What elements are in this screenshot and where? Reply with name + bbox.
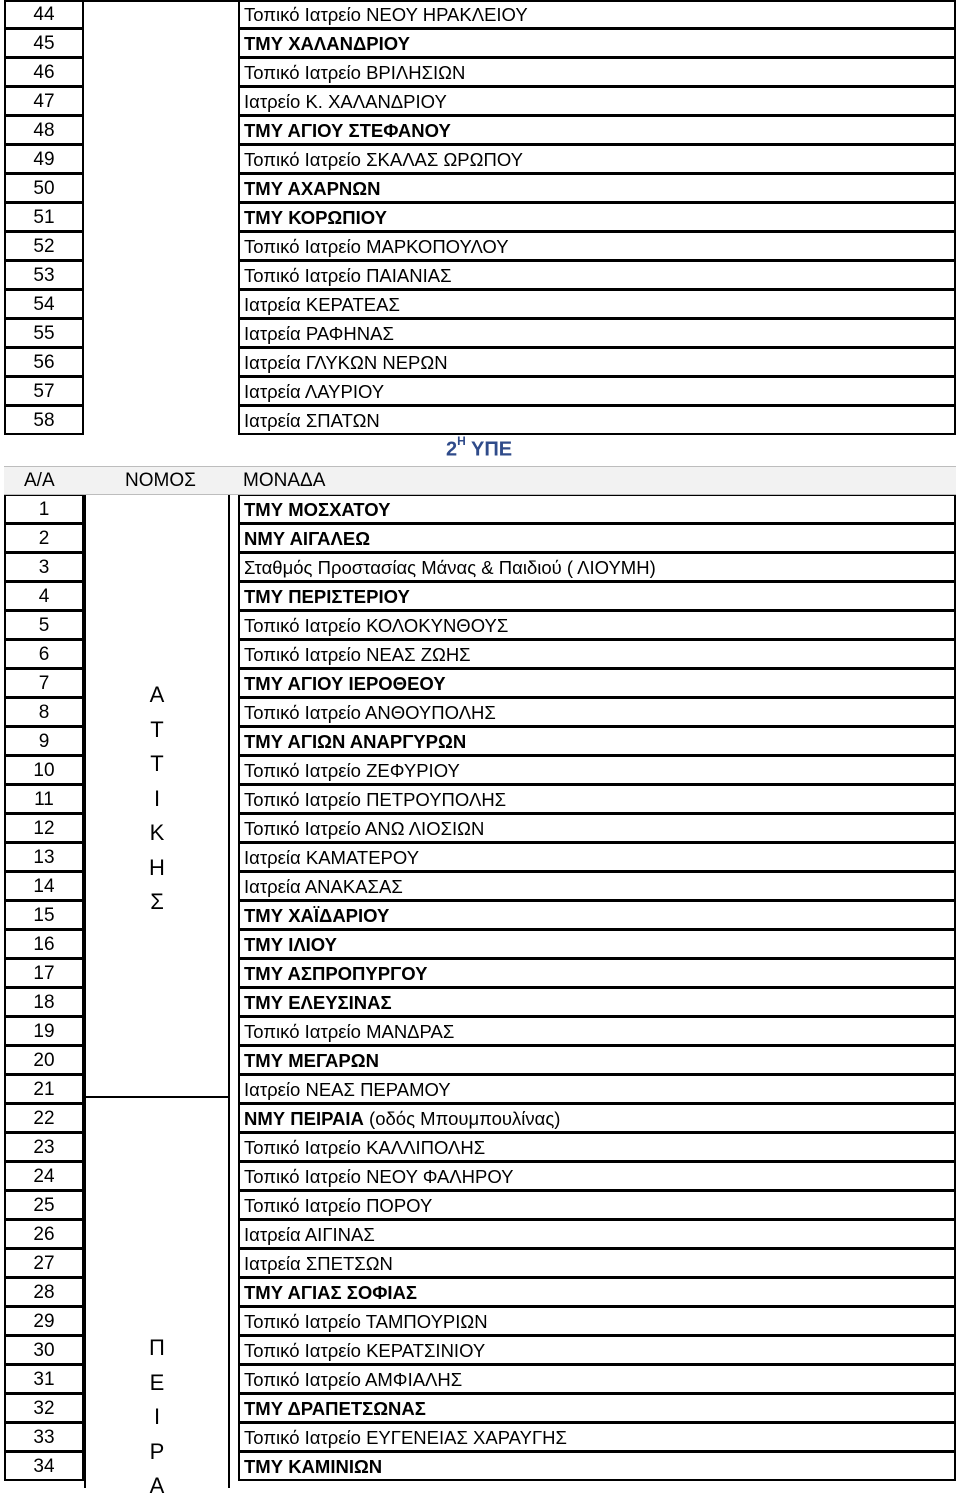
unit-name <box>238 901 956 930</box>
unit-name <box>238 58 956 87</box>
unit-name <box>238 698 956 727</box>
table-row <box>4 406 956 435</box>
nomos-letter: Α <box>149 682 165 707</box>
row-number: 46 <box>4 58 84 87</box>
row-number: 55 <box>4 319 84 348</box>
nomos-letter: Σ <box>150 889 164 914</box>
row-number: 30 <box>4 1336 84 1365</box>
unit-name <box>238 1365 956 1394</box>
unit-name <box>238 348 956 377</box>
unit-name-text: Ιατρεία ΓΛΥΚΩΝ ΝΕΡΩΝ <box>244 352 448 373</box>
unit-name-text: ΤΜΥ ΚΑΜΙΝΙΩΝ <box>244 1456 383 1477</box>
row-number: 47 <box>4 87 84 116</box>
row-number: 27 <box>4 1249 84 1278</box>
unit-name <box>238 406 956 435</box>
table-row <box>4 145 956 174</box>
unit-name-text: Ιατρείο ΝΕΑΣ ΠΕΡΑΜΟΥ <box>244 1079 451 1100</box>
table-row <box>4 1017 956 1046</box>
table-row <box>4 116 956 145</box>
unit-name <box>238 87 956 116</box>
row-number: 2 <box>4 524 84 553</box>
nomos-letter: Α <box>149 1473 165 1498</box>
table-row <box>4 1278 956 1307</box>
row-number: 10 <box>4 756 84 785</box>
table-row <box>4 1249 956 1278</box>
unit-name-text: Τοπικό Ιατρείο ΠΑΙΑΝΙΑΣ <box>244 265 452 286</box>
unit-name <box>238 377 956 406</box>
row-number: 53 <box>4 261 84 290</box>
unit-name <box>238 669 956 698</box>
nomos-letter: Ε <box>149 1369 165 1395</box>
unit-name-text: Σταθμός Προστασίας Μάνας & Παιδιού ( ΛΙΟΥΜΗ) <box>244 557 656 578</box>
row-number: 58 <box>4 406 84 435</box>
table-row <box>4 495 956 524</box>
unit-name-text: Ιατρεία ΡΑΦΗΝΑΣ <box>244 323 394 344</box>
header-nomos: ΝΟΜΟΣ <box>125 470 196 491</box>
unit-name <box>238 930 956 959</box>
table-row <box>4 87 956 116</box>
unit-name-text: Τοπικό Ιατρείο ΑΝΘΟΥΠΟΛΗΣ <box>244 702 496 723</box>
unit-name-text: Ιατρεία ΛΑΥΡΙΟΥ <box>244 381 385 402</box>
unit-name <box>238 524 956 553</box>
table-row <box>4 785 956 814</box>
table-header-row <box>4 466 956 495</box>
unit-name-text: ΤΜΥ ΑΣΠΡΟΠΥΡΓΟΥ <box>244 963 428 984</box>
section-title-sup: Η <box>457 434 466 448</box>
row-number: 20 <box>4 1046 84 1075</box>
row-number: 22 <box>4 1104 84 1133</box>
row-number: 6 <box>4 640 84 669</box>
row-number: 25 <box>4 1191 84 1220</box>
table-row <box>4 1133 956 1162</box>
unit-name-text: Τοπικό Ιατρείο ΖΕΦΥΡΙΟΥ <box>244 760 460 781</box>
unit-name <box>238 1104 956 1133</box>
row-number: 29 <box>4 1307 84 1336</box>
unit-name-text: Ιατρεία ΑΙΓΙΝΑΣ <box>244 1224 375 1245</box>
unit-name <box>238 1046 956 1075</box>
unit-name-text: Τοπικό Ιατρείο ΚΟΛΟΚΥΝΘΟΥΣ <box>244 615 509 636</box>
unit-name <box>238 1394 956 1423</box>
row-number: 56 <box>4 348 84 377</box>
table-row <box>4 1307 956 1336</box>
unit-name-text: ΤΜΥ ΑΓΙΩΝ ΑΝΑΡΓΥΡΩΝ <box>244 731 467 752</box>
unit-name-text: Τοπικό Ιατρείο ΒΡΙΛΗΣΙΩΝ <box>244 62 466 83</box>
unit-name <box>238 611 956 640</box>
nomos-letter: Τ <box>150 716 164 742</box>
table-row <box>4 872 956 901</box>
unit-name-text: Ιατρεία ΚΑΜΑΤΕΡΟΥ <box>244 847 420 868</box>
unit-name-text: Τοπικό Ιατρείο ΠΕΤΡΟΥΠΟΛΗΣ <box>244 789 507 810</box>
unit-name-text: Ιατρεία ΚΕΡΑΤΕΑΣ <box>244 294 400 315</box>
unit-name-text: ΝΜΥ ΑΙΓΑΛΕΩ <box>244 528 371 549</box>
table-row <box>4 348 956 377</box>
table-row <box>4 203 956 232</box>
row-number: 5 <box>4 611 84 640</box>
unit-name <box>238 553 956 582</box>
unit-name-suffix: (οδός Μπουμπουλίνας) <box>363 1108 561 1129</box>
unit-name <box>238 640 956 669</box>
unit-name <box>238 232 956 261</box>
table-row <box>4 988 956 1017</box>
unit-name-text: ΤΜΥ ΕΛΕΥΣΙΝΑΣ <box>244 992 392 1013</box>
unit-name-text: Τοπικό Ιατρείο ΚΕΡΑΤΣΙΝΙΟΥ <box>244 1340 486 1361</box>
row-number: 57 <box>4 377 84 406</box>
table-row <box>4 611 956 640</box>
table-row <box>4 290 956 319</box>
unit-name-text: Ιατρείο Κ. ΧΑΛΑΝΔΡΙΟΥ <box>244 91 447 112</box>
unit-name <box>238 785 956 814</box>
row-number: 1 <box>4 495 84 524</box>
row-number: 15 <box>4 901 84 930</box>
table-row <box>4 319 956 348</box>
row-number: 8 <box>4 698 84 727</box>
table-row <box>4 1365 956 1394</box>
unit-name <box>238 261 956 290</box>
row-number: 31 <box>4 1365 84 1394</box>
unit-name-text: Τοπικό Ιατρείο ΚΑΛΛΙΠΟΛΗΣ <box>244 1137 486 1158</box>
row-number: 12 <box>4 814 84 843</box>
unit-name <box>238 1133 956 1162</box>
table-row <box>4 814 956 843</box>
row-number: 23 <box>4 1133 84 1162</box>
row-number: 24 <box>4 1162 84 1191</box>
unit-name-text: Τοπικό Ιατρείο ΜΑΡΚΟΠΟΥΛΟΥ <box>244 236 509 257</box>
table-row <box>4 1220 956 1249</box>
nomos-letter: Τ <box>150 751 164 776</box>
unit-name-text: Ιατρεία ΑΝΑΚΑΣΑΣ <box>244 876 403 897</box>
row-number: 19 <box>4 1017 84 1046</box>
row-number: 51 <box>4 203 84 232</box>
unit-name <box>238 1162 956 1191</box>
unit-name <box>238 1191 956 1220</box>
unit-name <box>238 843 956 872</box>
unit-name-text: Ιατρεία ΣΠΕΤΣΩΝ <box>244 1253 393 1274</box>
row-number: 17 <box>4 959 84 988</box>
unit-name <box>238 203 956 232</box>
table-row <box>4 1394 956 1423</box>
row-number: 44 <box>4 0 84 29</box>
row-number: 54 <box>4 290 84 319</box>
row-number: 48 <box>4 116 84 145</box>
unit-name-text: ΤΜΥ ΔΡΑΠΕΤΣΩΝΑΣ <box>244 1398 426 1419</box>
unit-name <box>238 814 956 843</box>
unit-name-text: Τοπικό Ιατρείο ΜΑΝΔΡΑΣ <box>244 1021 455 1042</box>
unit-name-text: ΤΜΥ ΑΓΙΑΣ ΣΟΦΙΑΣ <box>244 1282 418 1303</box>
unit-name-text: ΤΜΥ ΜΕΓΑΡΩΝ <box>244 1050 379 1071</box>
row-number: 50 <box>4 174 84 203</box>
nomos-letter: Κ <box>149 820 165 845</box>
unit-name <box>238 1452 956 1481</box>
row-number: 52 <box>4 232 84 261</box>
table-row <box>4 1075 956 1104</box>
nomos-letter: Ι <box>153 785 161 811</box>
unit-name-text: Τοπικό Ιατρείο ΕΥΓΕΝΕΙΑΣ ΧΑΡΑΥΓΗΣ <box>244 1427 567 1448</box>
table-row <box>4 1452 956 1481</box>
unit-name-text: ΤΜΥ ΙΛΙΟΥ <box>244 934 338 955</box>
row-number: 9 <box>4 727 84 756</box>
unit-name <box>238 1075 956 1104</box>
unit-name-text: ΤΜΥ ΑΓΙΟΥ ΣΤΕΦΑΝΟΥ <box>244 120 451 141</box>
unit-name <box>238 1249 956 1278</box>
row-number: 49 <box>4 145 84 174</box>
row-number: 18 <box>4 988 84 1017</box>
row-number: 28 <box>4 1278 84 1307</box>
row-number: 16 <box>4 930 84 959</box>
table-row <box>4 843 956 872</box>
header-aa: Α/Α <box>24 470 55 491</box>
table-row <box>4 377 956 406</box>
unit-name-text: Ιατρεία ΣΠΑΤΩΝ <box>244 410 380 431</box>
unit-name-text: Τοπικό Ιατρείο ΣΚΑΛΑΣ ΩΡΩΠΟΥ <box>244 149 523 170</box>
unit-name <box>238 290 956 319</box>
row-number: 13 <box>4 843 84 872</box>
unit-name <box>238 319 956 348</box>
table-row <box>4 0 956 29</box>
row-number: 7 <box>4 669 84 698</box>
row-number: 4 <box>4 582 84 611</box>
unit-name <box>238 988 956 1017</box>
unit-name-text: Τοπικό Ιατρείο ΠΟΡΟΥ <box>244 1195 433 1216</box>
table-row <box>4 669 956 698</box>
table-row <box>4 58 956 87</box>
unit-name-text: ΤΜΥ ΧΑΪΔΑΡΙΟΥ <box>244 905 390 926</box>
table-row <box>4 1104 956 1133</box>
table-row <box>4 1191 956 1220</box>
row-number: 32 <box>4 1394 84 1423</box>
table-row <box>4 901 956 930</box>
table-row <box>4 1336 956 1365</box>
table-row <box>4 29 956 58</box>
table-row <box>4 174 956 203</box>
nomos-letter: Π <box>149 1335 165 1360</box>
unit-name <box>238 29 956 58</box>
table-row <box>4 261 956 290</box>
unit-name-text: Τοπικό Ιατρείο ΑΜΦΙΑΛΗΣ <box>244 1369 463 1390</box>
table-row <box>4 959 956 988</box>
row-number: 45 <box>4 29 84 58</box>
nomos-letter: Η <box>149 854 165 880</box>
nomos-letter: Ρ <box>149 1438 165 1464</box>
unit-name-text: ΤΜΥ ΜΟΣΧΑΤΟΥ <box>244 499 391 520</box>
header-monada: ΜΟΝΑΔΑ <box>243 470 326 491</box>
table-row <box>4 756 956 785</box>
table-row <box>4 1423 956 1452</box>
unit-name-text: Τοπικό Ιατρείο ΑΝΩ ΛΙΟΣΙΩΝ <box>244 818 485 839</box>
section-title-text: ΥΠΕ <box>471 438 513 461</box>
unit-name-text: ΤΜΥ ΚΟΡΩΠΙΟΥ <box>244 207 387 228</box>
unit-name-text: ΤΜΥ ΧΑΛΑΝΔΡΙΟΥ <box>244 33 410 54</box>
row-number: 11 <box>4 785 84 814</box>
table-row <box>4 1162 956 1191</box>
unit-name-text: ΤΜΥ ΑΧΑΡΝΩΝ <box>244 178 381 199</box>
unit-name-text: ΤΜΥ ΑΓΙΟΥ ΙΕΡΟΘΕΟΥ <box>244 673 446 694</box>
table-row <box>4 1046 956 1075</box>
unit-name <box>238 1017 956 1046</box>
table-row <box>4 727 956 756</box>
unit-name-text: Τοπικό Ιατρείο ΤΑΜΠΟΥΡΙΩΝ <box>244 1311 488 1332</box>
unit-name-text: ΝΜΥ ΠΕΙΡΑΙΑ <box>244 1108 364 1129</box>
table-row <box>4 930 956 959</box>
row-number: 21 <box>4 1075 84 1104</box>
table-row <box>4 640 956 669</box>
unit-name <box>238 1220 956 1249</box>
table-row <box>4 524 956 553</box>
unit-name-text: Τοπικό Ιατρείο ΝΕΑΣ ΖΩΗΣ <box>244 644 471 665</box>
unit-name <box>238 872 956 901</box>
unit-name <box>238 495 956 524</box>
table-row <box>4 232 956 261</box>
row-number: 34 <box>4 1452 84 1481</box>
unit-name-text: Τοπικό Ιατρείο ΝΕΟΥ ΦΑΛΗΡΟΥ <box>244 1166 514 1187</box>
section-title <box>446 434 513 462</box>
unit-name <box>238 1336 956 1365</box>
unit-name-text: Τοπικό Ιατρείο ΝΕΟΥ ΗΡΑΚΛΕΙΟΥ <box>244 4 528 25</box>
table-row <box>4 582 956 611</box>
section-title-number: 2 <box>446 438 458 461</box>
row-number: 3 <box>4 553 84 582</box>
table-row <box>4 698 956 727</box>
unit-name <box>238 727 956 756</box>
unit-name <box>238 145 956 174</box>
row-number: 26 <box>4 1220 84 1249</box>
nomos-letter: Ι <box>153 1404 161 1429</box>
table-row <box>4 553 956 582</box>
unit-name <box>238 582 956 611</box>
unit-name <box>238 1307 956 1336</box>
unit-name <box>238 174 956 203</box>
unit-name <box>238 1278 956 1307</box>
row-number: 33 <box>4 1423 84 1452</box>
unit-name <box>238 116 956 145</box>
unit-name-text: ΤΜΥ ΠΕΡΙΣΤΕΡΙΟΥ <box>244 586 410 607</box>
unit-name <box>238 756 956 785</box>
unit-name <box>238 959 956 988</box>
unit-name <box>238 0 956 29</box>
unit-name <box>238 1423 956 1452</box>
row-number: 14 <box>4 872 84 901</box>
